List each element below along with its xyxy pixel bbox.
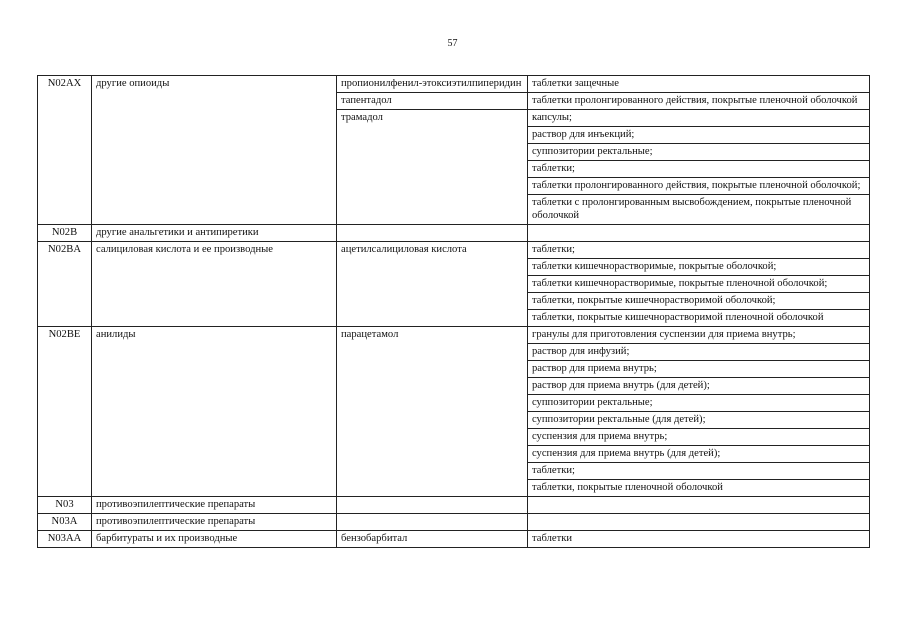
dosage-form-cell [528,497,870,514]
dosage-form-cell: раствор для приема внутрь (для детей); [528,378,870,395]
substance-cell: тапентадол [337,93,528,110]
dosage-form-cell: таблетки; [528,161,870,178]
atc-code-cell: N03 [38,497,92,514]
atc-group-cell: другие опиоиды [92,76,337,225]
dosage-form-cell: суппозитории ректальные (для детей); [528,412,870,429]
page-number: 57 [447,38,458,49]
dosage-form-cell: капсулы; [528,110,870,127]
substance-cell: ацетилсалициловая кислота [337,242,528,327]
table-row [38,531,870,548]
atc-code-cell: N03AA [38,531,92,548]
dosage-form-cell: раствор для инъекций; [528,127,870,144]
dosage-form-cell: таблетки с пролонгированным высвобождением, покрытые пленочной оболочкой [528,195,870,225]
dosage-form-cell [528,514,870,531]
drug-table [37,75,870,548]
dosage-form-cell: таблетки, покрытые кишечнорастворимой оболочкой; [528,293,870,310]
table-row [38,76,870,93]
substance-cell: бензобарбитал [337,531,528,548]
substance-cell [337,225,528,242]
substance-cell: пропионилфенил-этоксиэтилпиперидин [337,76,528,93]
atc-code-cell: N03A [38,514,92,531]
table-row [38,242,870,259]
dosage-form-cell: таблетки кишечнорастворимые, покрытые оболочкой; [528,259,870,276]
atc-group-cell: противоэпилептические препараты [92,497,337,514]
substance-cell [337,514,528,531]
atc-code-cell: N02BA [38,242,92,327]
dosage-form-cell: таблетки; [528,242,870,259]
atc-group-cell: противоэпилептические препараты [92,514,337,531]
atc-code-cell: N02B [38,225,92,242]
dosage-form-cell: таблетки; [528,463,870,480]
substance-cell [337,497,528,514]
dosage-form-cell: таблетки кишечнорастворимые, покрытые пленочной оболочкой; [528,276,870,293]
atc-code-cell: N02AX [38,76,92,225]
dosage-form-cell: таблетки, покрытые пленочной оболочкой [528,480,870,497]
table-row [38,327,870,344]
dosage-form-cell: таблетки, покрытые кишечнорастворимой пленочной оболочкой [528,310,870,327]
dosage-form-cell: таблетки пролонгированного действия, покрытые пленочной оболочкой; [528,178,870,195]
dosage-form-cell: таблетки [528,531,870,548]
substance-cell: парацетамол [337,327,528,497]
dosage-form-cell: раствор для приема внутрь; [528,361,870,378]
atc-group-cell: салициловая кислота и ее производные [92,242,337,327]
dosage-form-cell: раствор для инфузий; [528,344,870,361]
substance-cell: трамадол [337,110,528,225]
dosage-form-cell: суппозитории ректальные; [528,144,870,161]
table-row [38,514,870,531]
atc-code-cell: N02BE [38,327,92,497]
dosage-form-cell: суспензия для приема внутрь; [528,429,870,446]
table-row [38,225,870,242]
table-row [38,497,870,514]
dosage-form-cell [528,225,870,242]
atc-group-cell: анилиды [92,327,337,497]
dosage-form-cell: суппозитории ректальные; [528,395,870,412]
dosage-form-cell: таблетки защечные [528,76,870,93]
dosage-form-cell: суспензия для приема внутрь (для детей); [528,446,870,463]
dosage-form-cell: гранулы для приготовления суспензии для приема внутрь; [528,327,870,344]
atc-group-cell: барбитураты и их производные [92,531,337,548]
dosage-form-cell: таблетки пролонгированного действия, покрытые пленочной оболочкой [528,93,870,110]
atc-group-cell: другие анальгетики и антипиретики [92,225,337,242]
